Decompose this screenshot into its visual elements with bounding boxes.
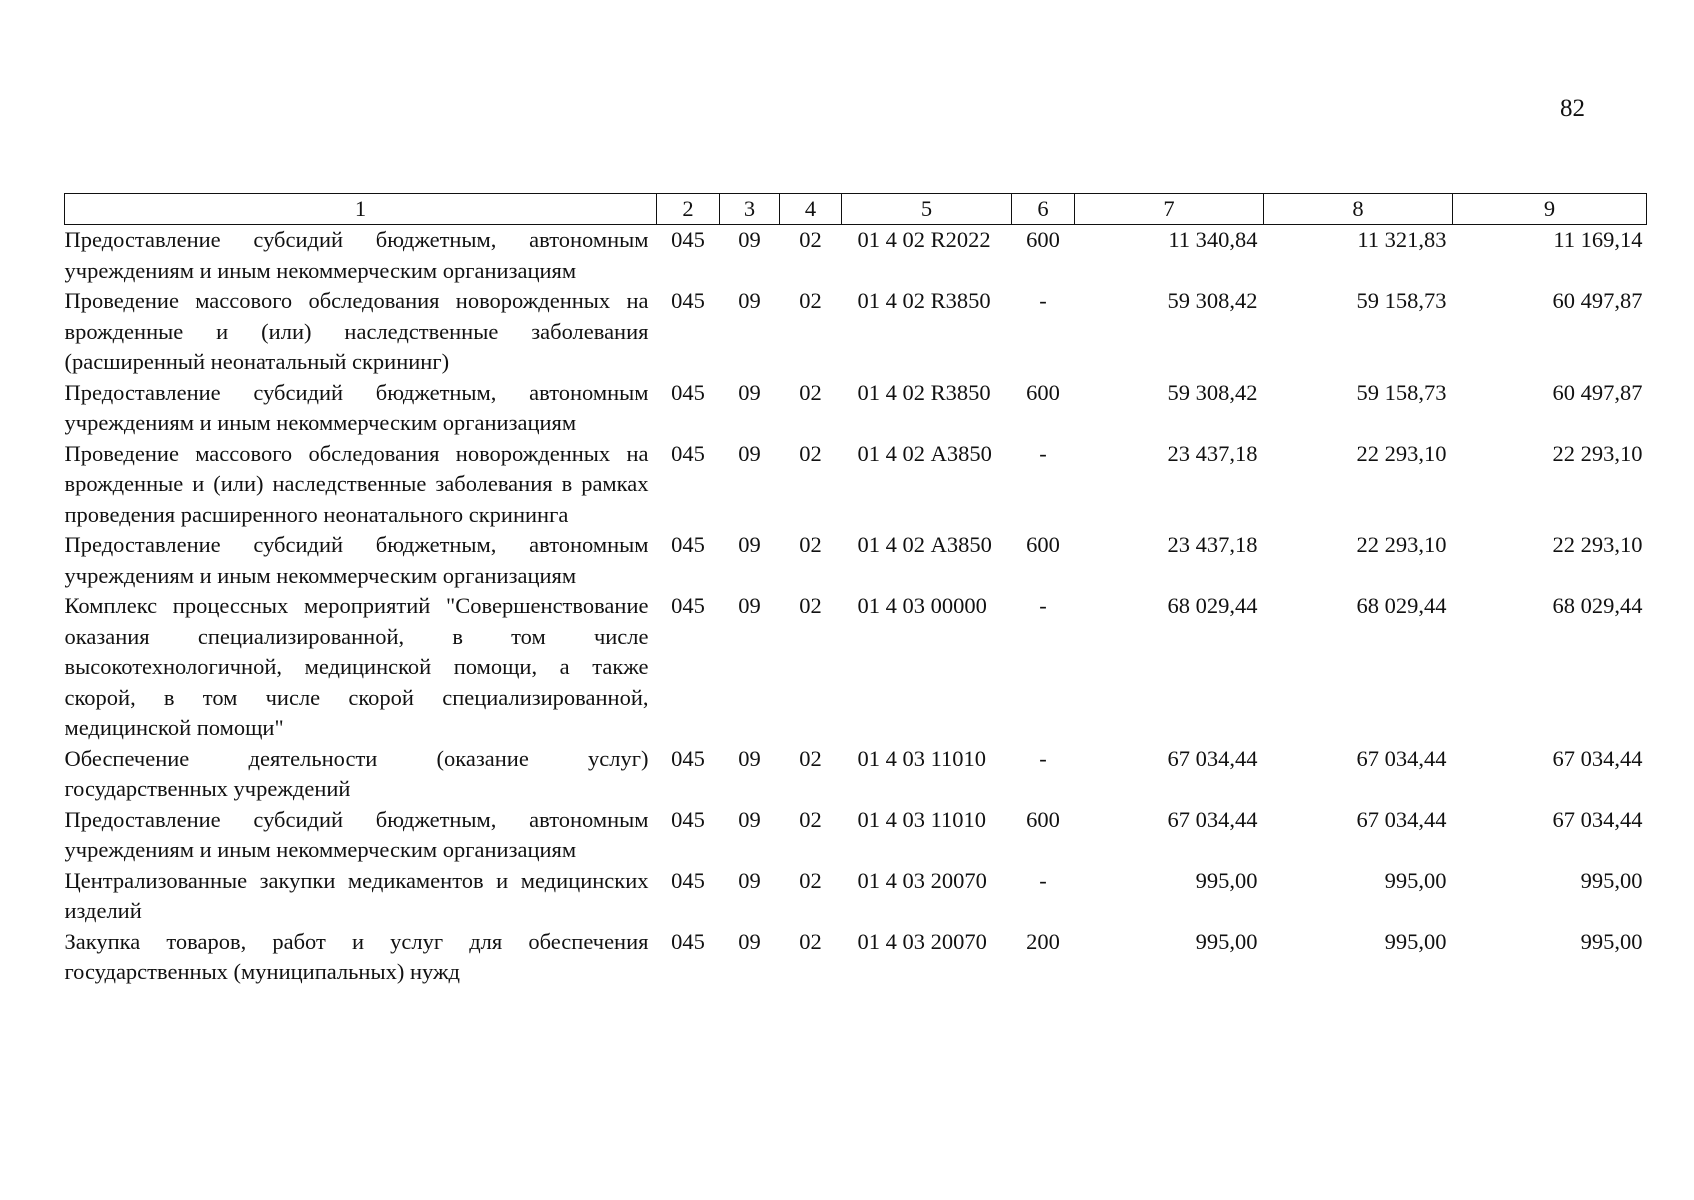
section-code-cell: 09 [738,806,761,832]
table-row [65,927,1647,988]
target-article-code-cell: 01 4 02 А3850 [857,440,992,466]
expense-name-cell: Обеспечение деятельности (оказание услуг) государственных учреждений [64,745,649,801]
expense-name-cell: Проведение массового обследования новорожденных на врожденные и (или) наследственные заболевания в рамках проведения расширенного неонатального скрининга [64,440,649,527]
section-code-cell: 09 [738,593,761,618]
amount-col-9-cell: 22 293,10 [1552,532,1643,557]
expense-type-code-cell: 200 [1026,928,1060,954]
amount-col-8-cell: 59 158,73 [1356,288,1447,313]
section-code-cell: 09 [738,928,761,954]
table-row [65,866,1647,927]
ministry-code-cell: 045 [671,532,705,557]
subsection-code-cell: 02 [799,379,822,405]
expense-type-code-cell: 600 [1026,806,1060,832]
target-article-code-cell: 01 4 02 А3850 [857,532,992,557]
target-article-code-cell: 01 4 02 R2022 [857,227,991,252]
target-article-code-cell: 01 4 02 R3850 [857,288,991,313]
ministry-code-cell: 045 [671,806,705,832]
amount-col-9-cell: 995,00 [1580,928,1643,954]
table-row [65,744,1647,805]
amount-col-9-cell: 67 034,44 [1552,745,1643,771]
section-code-cell: 09 [738,288,761,313]
header-col-8: 8 [1264,194,1453,225]
table-header [65,194,1647,225]
header-col-9: 9 [1453,194,1647,225]
section-code-cell: 09 [738,227,761,252]
amount-col-8-cell: 11 321,83 [1357,227,1447,252]
page-number: 82 [1560,95,1585,122]
header-col-2: 2 [657,194,720,225]
subsection-code-cell: 02 [799,928,822,954]
amount-col-7-cell: 59 308,42 [1167,288,1258,313]
subsection-code-cell: 02 [799,227,822,252]
header-col-4: 4 [780,194,842,225]
ministry-code-cell: 045 [671,440,705,466]
section-code-cell: 09 [738,867,761,893]
target-article-code-cell: 01 4 03 20070 [857,928,987,954]
amount-col-8-cell: 995,00 [1384,928,1447,954]
amount-col-8-cell: 67 034,44 [1356,745,1447,771]
target-article-code-cell: 01 4 02 R3850 [857,379,991,405]
expense-type-code-cell: 600 [1026,227,1060,252]
amount-col-8-cell: 22 293,10 [1356,532,1447,557]
amount-col-7-cell: 59 308,42 [1167,379,1258,405]
subsection-code-cell: 02 [799,593,822,618]
target-article-code-cell: 01 4 03 00000 [857,593,987,618]
amount-col-8-cell: 67 034,44 [1356,806,1447,832]
expense-name-cell: Предоставление субсидий бюджетным, автономным учреждениям и иным некоммерческим организациям [64,379,649,435]
ministry-code-cell: 045 [671,593,705,618]
target-article-code-cell: 01 4 03 20070 [857,867,987,893]
amount-col-7-cell: 23 437,18 [1167,440,1258,466]
expense-type-code-cell: - [1039,867,1047,893]
header-row [65,194,1647,225]
amount-col-7-cell: 23 437,18 [1167,532,1258,557]
expense-type-code-cell: 600 [1026,379,1060,405]
subsection-code-cell: 02 [799,440,822,466]
subsection-code-cell: 02 [799,867,822,893]
target-article-code-cell: 01 4 03 11010 [857,806,987,832]
amount-col-7-cell: 68 029,44 [1167,593,1258,618]
expense-name-cell: Предоставление субсидий бюджетным, автономным учреждениям и иным некоммерческим организациям [64,806,649,862]
subsection-code-cell: 02 [799,288,822,313]
amount-col-7-cell: 995,00 [1195,867,1258,893]
ministry-code-cell: 045 [671,288,705,313]
ministry-code-cell: 045 [671,745,705,771]
table-body [65,225,1647,988]
amount-col-9-cell: 67 034,44 [1552,806,1643,832]
header-col-3: 3 [720,194,780,225]
amount-col-9-cell: 60 497,87 [1552,288,1643,313]
amount-col-9-cell: 995,00 [1580,867,1643,893]
table-row [65,286,1647,378]
expense-name-cell: Централизованные закупки медикаментов и медицинских изделий [64,867,649,923]
amount-col-7-cell: 11 340,84 [1168,227,1258,252]
amount-col-8-cell: 68 029,44 [1356,593,1447,618]
header-col-1: 1 [65,194,657,225]
budget-table [64,193,1647,988]
expense-name-cell: Комплекс процессных мероприятий "Совершенствование оказания специализированной, в том числе высокотехнологичной, медицинской помощи, а также скорой, в том числе скорой специализированной, медицинской помощи" [64,593,649,740]
ministry-code-cell: 045 [671,227,705,252]
section-code-cell: 09 [738,440,761,466]
amount-col-9-cell: 11 169,14 [1553,227,1643,252]
ministry-code-cell: 045 [671,928,705,954]
table-row [65,439,1647,531]
expense-type-code-cell: 600 [1026,532,1060,557]
expense-name-cell: Проведение массового обследования новорожденных на врожденные и (или) наследственные заболевания (расширенный неонатальный скрининг) [64,288,649,374]
table-row [65,591,1647,744]
ministry-code-cell: 045 [671,867,705,893]
amount-col-9-cell: 22 293,10 [1552,440,1643,466]
subsection-code-cell: 02 [799,806,822,832]
expense-type-code-cell: - [1039,593,1047,618]
amount-col-7-cell: 995,00 [1195,928,1258,954]
expense-name-cell: Предоставление субсидий бюджетным, автономным учреждениям и иным некоммерческим организациям [64,532,649,588]
target-article-code-cell: 01 4 03 11010 [857,745,987,771]
subsection-code-cell: 02 [799,532,822,557]
header-col-6: 6 [1012,194,1075,225]
section-code-cell: 09 [738,379,761,405]
expense-type-code-cell: - [1039,440,1047,466]
amount-col-7-cell: 67 034,44 [1167,806,1258,832]
section-code-cell: 09 [738,745,761,771]
table-row [65,805,1647,866]
header-col-7: 7 [1075,194,1264,225]
expense-type-code-cell: - [1039,288,1047,313]
ministry-code-cell: 045 [671,379,705,405]
header-col-5: 5 [842,194,1012,225]
amount-col-8-cell: 59 158,73 [1356,379,1447,405]
table-row [65,530,1647,591]
table-row [65,378,1647,439]
amount-col-8-cell: 995,00 [1384,867,1447,893]
amount-col-9-cell: 60 497,87 [1552,379,1643,405]
expense-type-code-cell: - [1039,745,1047,771]
table-row [65,225,1647,287]
amount-col-7-cell: 67 034,44 [1167,745,1258,771]
subsection-code-cell: 02 [799,745,822,771]
expense-name-cell: Закупка товаров, работ и услуг для обеспечения государственных (муниципальных) нужд [64,928,649,984]
amount-col-8-cell: 22 293,10 [1356,440,1447,466]
amount-col-9-cell: 68 029,44 [1552,593,1643,618]
section-code-cell: 09 [738,532,761,557]
expense-name-cell: Предоставление субсидий бюджетным, автономным учреждениям и иным некоммерческим организациям [64,227,649,283]
